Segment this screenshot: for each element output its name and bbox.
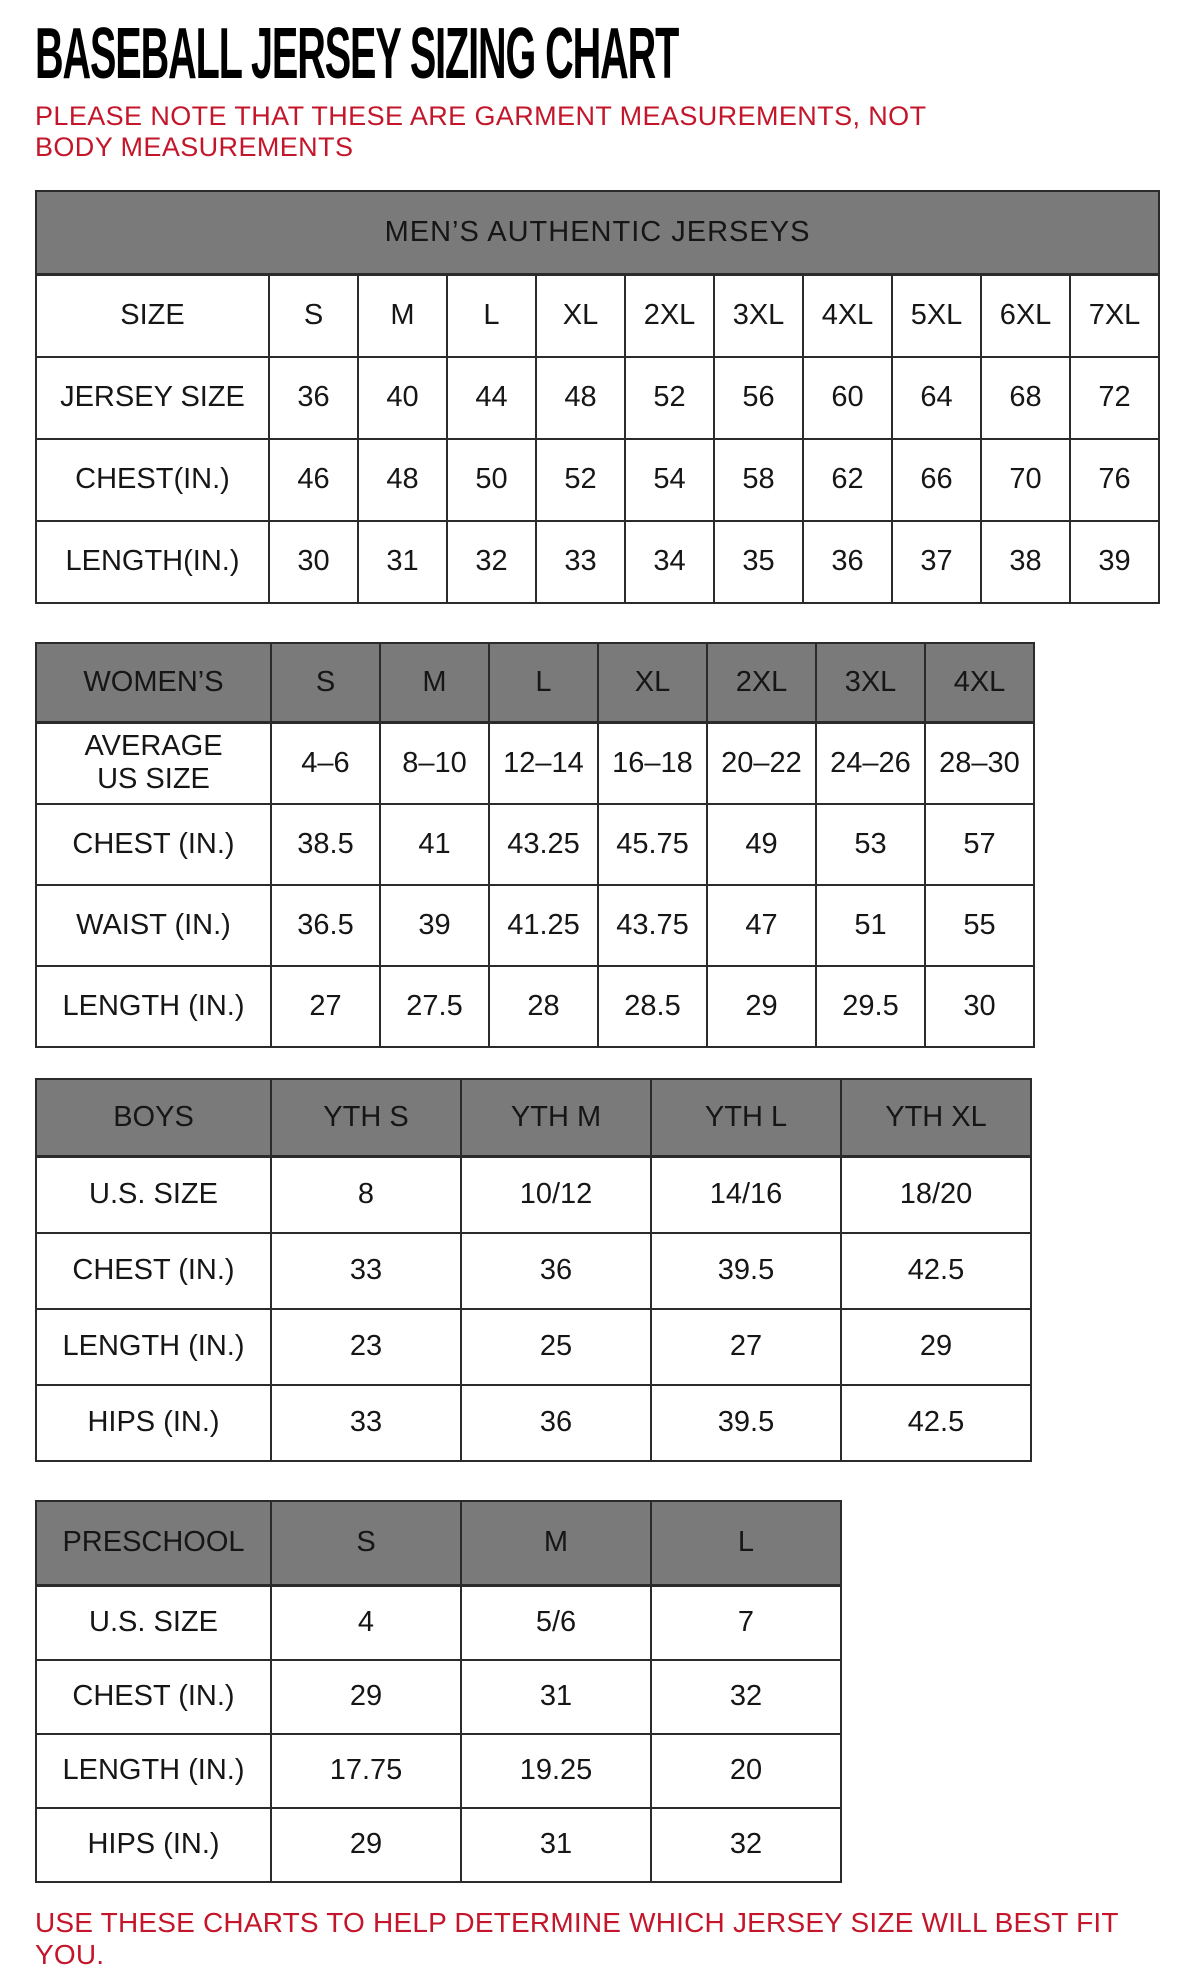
mens-banner: MEN’S AUTHENTIC JERSEYS <box>36 191 1159 275</box>
row-label: CHEST (IN.) <box>36 1233 271 1309</box>
table-cell: 32 <box>447 521 536 603</box>
table-cell: 19.25 <box>461 1734 651 1808</box>
table-cell: 45.75 <box>598 804 707 885</box>
table-cell: 48 <box>358 439 447 521</box>
table-cell: 72 <box>1070 357 1159 439</box>
table-cell: 43.25 <box>489 804 598 885</box>
row-label <box>36 723 271 804</box>
size-header-cell: YTH L <box>651 1079 841 1157</box>
table-cell: 24–26 <box>816 723 925 804</box>
table-cell: 10/12 <box>461 1157 651 1233</box>
size-header-cell: S <box>271 643 380 723</box>
table-cell: 32 <box>651 1808 841 1882</box>
table-cell: 36 <box>461 1385 651 1461</box>
womens-sizing-table <box>35 642 1035 1048</box>
row-label: LENGTH (IN.) <box>36 1309 271 1385</box>
table-cell: 49 <box>707 804 816 885</box>
size-header-cell: M <box>461 1501 651 1586</box>
row-label: LENGTH (IN.) <box>36 966 271 1047</box>
table-cell: 34 <box>625 521 714 603</box>
table-cell: 39 <box>1070 521 1159 603</box>
title-wrap <box>35 14 1165 94</box>
table-cell: 33 <box>536 521 625 603</box>
table-cell: 40 <box>358 357 447 439</box>
table-cell: 42.5 <box>841 1233 1031 1309</box>
preschool-title: PRESCHOOL <box>36 1501 271 1586</box>
table-cell: 29 <box>271 1808 461 1882</box>
fit-advice-footer: USE THESE CHARTS TO HELP DETERMINE WHICH JERSEY SIZE WILL BEST FIT YOU. <box>35 1906 1119 1970</box>
preschool-sizing-table <box>35 1500 842 1883</box>
table-cell: 50 <box>447 439 536 521</box>
table-cell: 37 <box>892 521 981 603</box>
table-row <box>36 966 1034 1047</box>
table-cell: 23 <box>271 1309 461 1385</box>
table-row <box>36 1233 1031 1309</box>
table-cell: 36.5 <box>271 885 380 966</box>
table-cell: 7XL <box>1070 275 1159 357</box>
table-cell: 27.5 <box>380 966 489 1047</box>
table-cell: 76 <box>1070 439 1159 521</box>
table-row <box>36 804 1034 885</box>
row-label: LENGTH(IN.) <box>36 521 269 603</box>
table-cell: 28–30 <box>925 723 1034 804</box>
table-cell: 58 <box>714 439 803 521</box>
table-cell: 33 <box>271 1385 461 1461</box>
row-label: CHEST(IN.) <box>36 439 269 521</box>
table-cell: 66 <box>892 439 981 521</box>
table-cell: 39.5 <box>651 1233 841 1309</box>
table-cell: 46 <box>269 439 358 521</box>
table-cell: 12–14 <box>489 723 598 804</box>
size-header-cell: L <box>651 1501 841 1586</box>
table-cell: 16–18 <box>598 723 707 804</box>
table-row <box>36 723 1034 804</box>
table-cell: 5/6 <box>461 1586 651 1660</box>
boys-header-row <box>36 1079 1031 1157</box>
table-cell: L <box>447 275 536 357</box>
row-label: LENGTH (IN.) <box>36 1734 271 1808</box>
size-header-cell: 2XL <box>707 643 816 723</box>
table-cell: 42.5 <box>841 1385 1031 1461</box>
table-row <box>36 357 1159 439</box>
table-cell: 8 <box>271 1157 461 1233</box>
table-cell: 28.5 <box>598 966 707 1047</box>
table-cell: 20–22 <box>707 723 816 804</box>
table-row <box>36 1660 841 1734</box>
table-cell: 14/16 <box>651 1157 841 1233</box>
table-cell: 31 <box>358 521 447 603</box>
table-cell: 52 <box>536 439 625 521</box>
table-cell: 48 <box>536 357 625 439</box>
table-cell: XL <box>536 275 625 357</box>
row-label: U.S. SIZE <box>36 1157 271 1233</box>
table-cell: 17.75 <box>271 1734 461 1808</box>
table-cell: S <box>269 275 358 357</box>
page-title: BASEBALL JERSEY SIZING CHART <box>35 14 679 94</box>
table-cell: 38 <box>981 521 1070 603</box>
size-header-cell: M <box>380 643 489 723</box>
table-cell: 70 <box>981 439 1070 521</box>
table-cell: 43.75 <box>598 885 707 966</box>
table-cell: 47 <box>707 885 816 966</box>
womens-header-row <box>36 643 1034 723</box>
table-cell: 20 <box>651 1734 841 1808</box>
table-row <box>36 885 1034 966</box>
table-cell: 41.25 <box>489 885 598 966</box>
womens-title: WOMEN’S <box>36 643 271 723</box>
table-cell: 28 <box>489 966 598 1047</box>
table-cell: 29 <box>841 1309 1031 1385</box>
table-row <box>36 1586 841 1660</box>
table-cell: 36 <box>803 521 892 603</box>
table-cell: 6XL <box>981 275 1070 357</box>
size-header-cell: YTH S <box>271 1079 461 1157</box>
table-cell: 30 <box>925 966 1034 1047</box>
table-row <box>36 1385 1031 1461</box>
table-cell: 4 <box>271 1586 461 1660</box>
row-label: U.S. SIZE <box>36 1586 271 1660</box>
table-cell: 25 <box>461 1309 651 1385</box>
table-cell: M <box>358 275 447 357</box>
table-row <box>36 521 1159 603</box>
size-header-cell: L <box>489 643 598 723</box>
size-header-cell: XL <box>598 643 707 723</box>
table-cell: 18/20 <box>841 1157 1031 1233</box>
row-label: WAIST (IN.) <box>36 885 271 966</box>
row-label: SIZE <box>36 275 269 357</box>
table-row <box>36 1734 841 1808</box>
table-cell: 54 <box>625 439 714 521</box>
table-cell: 39.5 <box>651 1385 841 1461</box>
table-cell: 68 <box>981 357 1070 439</box>
table-cell: 57 <box>925 804 1034 885</box>
table-cell: 55 <box>925 885 1034 966</box>
table-cell: 7 <box>651 1586 841 1660</box>
row-label: HIPS (IN.) <box>36 1385 271 1461</box>
table-row <box>36 439 1159 521</box>
table-cell: 62 <box>803 439 892 521</box>
table-row <box>36 275 1159 357</box>
table-cell: 30 <box>269 521 358 603</box>
size-header-cell: 4XL <box>925 643 1034 723</box>
size-header-cell: YTH XL <box>841 1079 1031 1157</box>
table-cell: 5XL <box>892 275 981 357</box>
table-cell: 52 <box>625 357 714 439</box>
table-cell: 29 <box>707 966 816 1047</box>
table-cell: 29 <box>271 1660 461 1734</box>
preschool-header-row <box>36 1501 841 1586</box>
row-label: JERSEY SIZE <box>36 357 269 439</box>
table-cell: 38.5 <box>271 804 380 885</box>
table-cell: 36 <box>461 1233 651 1309</box>
row-label: CHEST (IN.) <box>36 1660 271 1734</box>
table-cell: 41 <box>380 804 489 885</box>
table-cell: 3XL <box>714 275 803 357</box>
table-cell: 36 <box>269 357 358 439</box>
boys-sizing-table <box>35 1078 1032 1462</box>
table-cell: 39 <box>380 885 489 966</box>
table-cell: 53 <box>816 804 925 885</box>
table-cell: 4–6 <box>271 723 380 804</box>
table-cell: 44 <box>447 357 536 439</box>
table-cell: 32 <box>651 1660 841 1734</box>
table-cell: 31 <box>461 1808 651 1882</box>
size-header-cell: 3XL <box>816 643 925 723</box>
row-label-text: AVERAGE US SIZE <box>84 729 223 796</box>
table-cell: 33 <box>271 1233 461 1309</box>
size-header-cell: S <box>271 1501 461 1586</box>
mens-sizing-table <box>35 190 1160 604</box>
table-cell: 31 <box>461 1660 651 1734</box>
table-cell: 8–10 <box>380 723 489 804</box>
table-cell: 29.5 <box>816 966 925 1047</box>
table-cell: 27 <box>271 966 380 1047</box>
table-cell: 4XL <box>803 275 892 357</box>
garment-measurements-note: PLEASE NOTE THAT THESE ARE GARMENT MEASUREMENTS, NOT BODY MEASUREMENTS <box>35 101 926 163</box>
table-row <box>36 1309 1031 1385</box>
table-cell: 51 <box>816 885 925 966</box>
table-row <box>36 1157 1031 1233</box>
table-cell: 27 <box>651 1309 841 1385</box>
table-cell: 2XL <box>625 275 714 357</box>
table-cell: 56 <box>714 357 803 439</box>
table-cell: 64 <box>892 357 981 439</box>
row-label: HIPS (IN.) <box>36 1808 271 1882</box>
boys-title: BOYS <box>36 1079 271 1157</box>
table-cell: 35 <box>714 521 803 603</box>
size-header-cell: YTH M <box>461 1079 651 1157</box>
row-label: CHEST (IN.) <box>36 804 271 885</box>
mens-banner-row <box>36 191 1159 275</box>
table-row <box>36 1808 841 1882</box>
table-cell: 60 <box>803 357 892 439</box>
